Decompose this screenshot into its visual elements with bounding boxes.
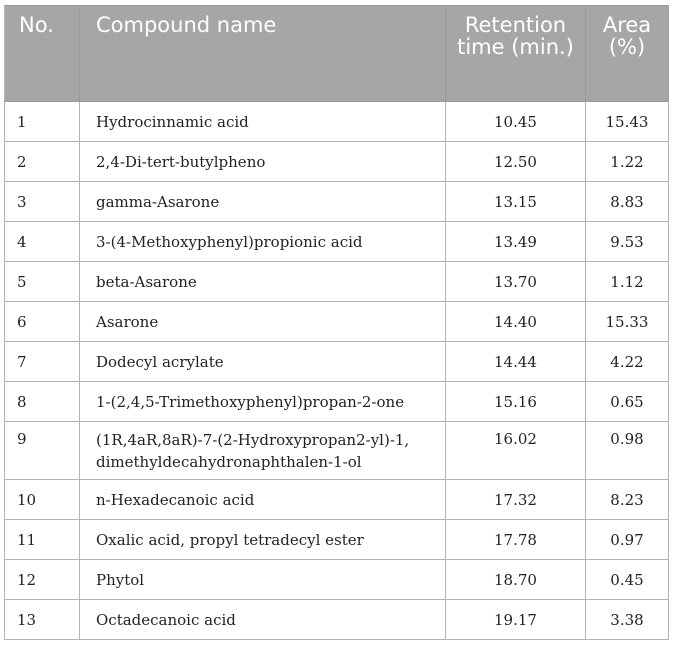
cell-area: 0.97 [586, 520, 669, 560]
header-area: Area (%) [586, 6, 669, 102]
table-row [5, 480, 669, 520]
cell-retention-time: 10.45 [446, 102, 586, 142]
cell-retention-time: 19.17 [446, 600, 586, 640]
cell-area: 15.33 [586, 302, 669, 342]
cell-no: 5 [5, 262, 80, 302]
cell-compound-name: Dodecyl acrylate [80, 342, 446, 382]
cell-area: 8.23 [586, 480, 669, 520]
cell-compound-name: gamma-Asarone [80, 182, 446, 222]
cell-area: 9.53 [586, 222, 669, 262]
cell-compound-name: Phytol [80, 560, 446, 600]
cell-no: 9 [5, 422, 80, 480]
cell-retention-time: 13.70 [446, 262, 586, 302]
cell-compound-name: 3-(4-Methoxyphenyl)propionic acid [80, 222, 446, 262]
table-row [5, 342, 669, 382]
table-row [5, 520, 669, 560]
table-row [5, 382, 669, 422]
table-row [5, 422, 669, 480]
cell-area: 3.38 [586, 600, 669, 640]
cell-no: 1 [5, 102, 80, 142]
cell-retention-time: 14.44 [446, 342, 586, 382]
cell-retention-time: 14.40 [446, 302, 586, 342]
cell-compound-name: 2,4-Di-tert-butylpheno [80, 142, 446, 182]
header-no: No. [5, 6, 80, 102]
cell-retention-time: 17.78 [446, 520, 586, 560]
cell-area: 1.12 [586, 262, 669, 302]
cell-no: 6 [5, 302, 80, 342]
table-row [5, 600, 669, 640]
cell-no: 8 [5, 382, 80, 422]
cell-compound-name: Asarone [80, 302, 446, 342]
cell-compound-name: Octadecanoic acid [80, 600, 446, 640]
cell-no: 13 [5, 600, 80, 640]
cell-retention-time: 13.15 [446, 182, 586, 222]
cell-area: 8.83 [586, 182, 669, 222]
cell-no: 10 [5, 480, 80, 520]
cell-area: 0.98 [586, 422, 669, 480]
cell-compound-name: beta-Asarone [80, 262, 446, 302]
compound-table [4, 5, 669, 640]
cell-compound-name: Hydrocinnamic acid [80, 102, 446, 142]
table-row [5, 262, 669, 302]
cell-compound-name: 1-(2,4,5-Trimethoxyphenyl)propan-2-one [80, 382, 446, 422]
compound-table-container [4, 5, 669, 640]
cell-retention-time: 18.70 [446, 560, 586, 600]
cell-retention-time: 12.50 [446, 142, 586, 182]
table-body [5, 102, 669, 640]
table-row [5, 102, 669, 142]
header-row [5, 6, 669, 102]
cell-area: 15.43 [586, 102, 669, 142]
cell-no: 4 [5, 222, 80, 262]
cell-retention-time: 13.49 [446, 222, 586, 262]
table-row [5, 560, 669, 600]
cell-area: 4.22 [586, 342, 669, 382]
cell-retention-time: 17.32 [446, 480, 586, 520]
table-row [5, 182, 669, 222]
cell-compound-name: (1R,4aR,8aR)-7-(2-Hydroxypropan2-yl)-1, dimethyldecahydronaphthalen-1-ol [80, 422, 446, 480]
cell-compound-name: Oxalic acid, propyl tetradecyl ester [80, 520, 446, 560]
cell-area: 0.45 [586, 560, 669, 600]
cell-area: 0.65 [586, 382, 669, 422]
header-compound-name: Compound name [80, 6, 446, 102]
cell-area: 1.22 [586, 142, 669, 182]
cell-retention-time: 16.02 [446, 422, 586, 480]
cell-no: 3 [5, 182, 80, 222]
cell-no: 7 [5, 342, 80, 382]
table-row [5, 142, 669, 182]
cell-no: 11 [5, 520, 80, 560]
table-row [5, 302, 669, 342]
cell-retention-time: 15.16 [446, 382, 586, 422]
table-header [5, 6, 669, 102]
table-row [5, 222, 669, 262]
cell-no: 12 [5, 560, 80, 600]
cell-no: 2 [5, 142, 80, 182]
cell-compound-name: n-Hexadecanoic acid [80, 480, 446, 520]
header-retention-time: Retention time (min.) [446, 6, 586, 102]
